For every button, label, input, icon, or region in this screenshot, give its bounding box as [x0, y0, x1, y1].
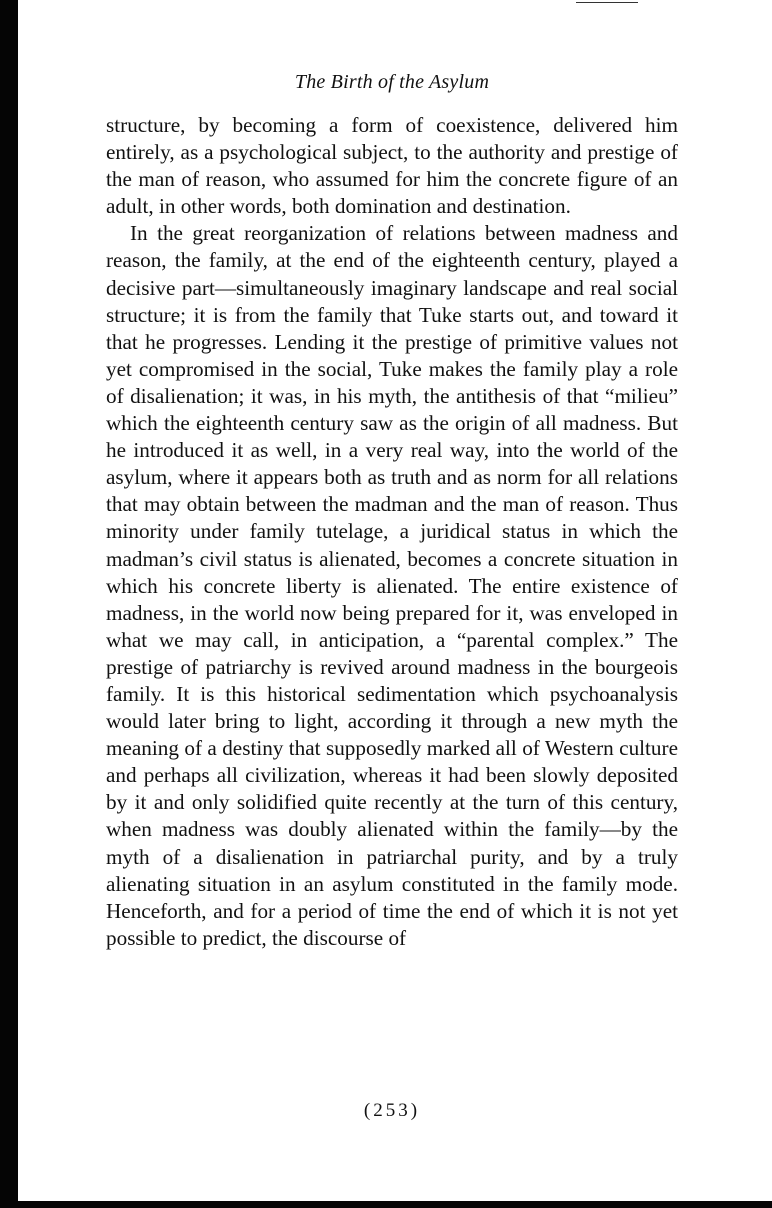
scan-border-bottom [0, 1201, 772, 1208]
scan-border-left [0, 0, 18, 1208]
body-text [106, 112, 678, 952]
paragraph-continued: structure, by becoming a form of coexistence, delivered him entirely, as a psychological subject, to the authority and prestige of the man of reason, who assumed for him the concrete figure of an adult, in other words, both domination and destination. [106, 113, 678, 219]
page-number: (253) [363, 1100, 421, 1121]
book-page [106, 70, 678, 1121]
scan-rule-top [576, 2, 638, 3]
running-head: The Birth of the Asylum [294, 71, 490, 93]
paragraph: In the great reorganization of relations between madness and reason, the family, at the end of the eighteenth century, played a decisive part—simultaneously imaginary landscape and real social structure; it is from the family that Tuke starts out, and toward it that he progresses. Lending it the prestige of primitive values not yet compromised in the social, Tuke makes the family play a role of disalienation; it was, in his myth, the antithesis of that “milieu” which the eighteenth century saw as the origin of all madness. But he introduced it as well, in a very real way, into the world of the asylum, where it appears both as truth and as norm for all relations that may obtain between the madman and the man of reason. Thus minority under family tutelage, a juridical status in which the madman’s civil status is alienated, becomes a concrete situation in which his concrete liberty is alienated. The entire existence of madness, in the world now being prepared for it, was enveloped in what we may call, in anticipation, a “parental complex.” The prestige of patriarchy is revived around madness in the bourgeois family. It is this historical sedimentation which psychoanalysis would later bring to light, according it through a new myth the meaning of a destiny that supposedly marked all of Western culture and perhaps all civilization, whereas it had been slowly deposited by it and only solidified quite recently at the turn of this century, when madness was doubly alienated within the family—by the myth of a disalienation in patriarchal purity, and by a truly alienating situation in an asylum constituted in the family mode. Henceforth, and for a period of time the end of which it is not yet possible to predict, the discourse of [106, 221, 678, 950]
